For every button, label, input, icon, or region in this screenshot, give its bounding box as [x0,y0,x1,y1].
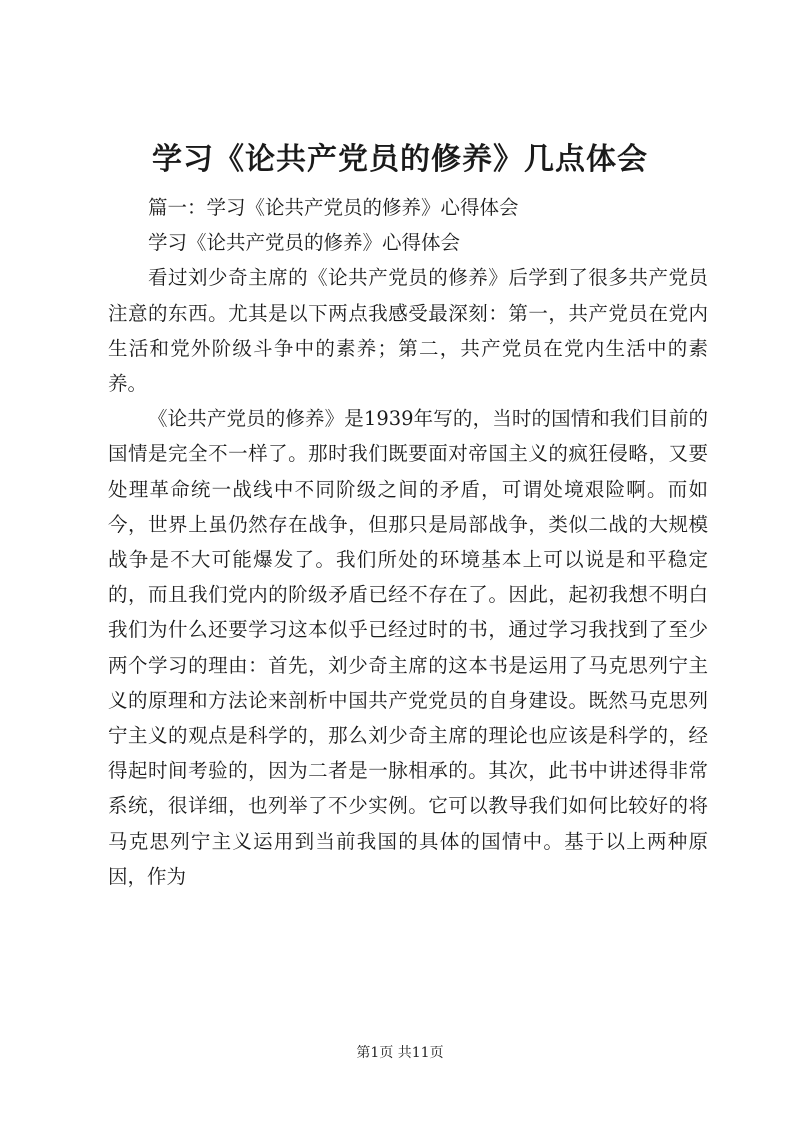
body-paragraph: 《论共产党员的修养》是1939年写的，当时的国情和我们目前的国情是完全不一样了。那时我们既要面对帝国主义的疯狂侵略，又要处理革命统一战线中不同阶级之间的矛盾，可谓处境艰险啊。而如今，世界上虽仍然存在战争，但那只是局部战争，类似二战的大规模战争是不大可能爆发了。我们所处的环境基本上可以说是和平稳定的，而且我们党内的阶级矛盾已经不存在了。因此，起初我想不明白我们为什么还要学习这本似乎已经过时的书，通过学习我找到了至少两个学习的理由：首先，刘少奇主席的这本书是运用了马克思列宁主义的原理和方法论来剖析中国共产党党员的自身建设。既然马克思列宁主义的观点是科学的，那么刘少奇主席的理论也应该是科学的，经得起时间考验的，因为二者是一脉相承的。其次，此书中讲述得非常系统，很详细，也列举了不少实例。它可以教导我们如何比较好的将马克思列宁主义运用到当前我国的具体的国情中。基于以上两种原因，作为 [108,407,708,888]
body-paragraph: 看过刘少奇主席的《论共产党员的修养》后学到了很多共产党员注意的东西。尤其是以下两点我感受最深刻：第一，共产党员在党内生活和党外阶级斗争中的素养；第二，共产党员在党内生活中的素养。 [108,266,708,396]
document-title: 学习《论共产党员的修养》几点体会 [152,142,648,177]
subsection-heading: 学习《论共产党员的修养》心得体会 [148,231,461,255]
page-footer: 第1页 共11页 [356,1045,444,1061]
document-body [108,190,708,894]
section-heading: 篇一：学习《论共产党员的修养》心得体会 [148,196,519,219]
